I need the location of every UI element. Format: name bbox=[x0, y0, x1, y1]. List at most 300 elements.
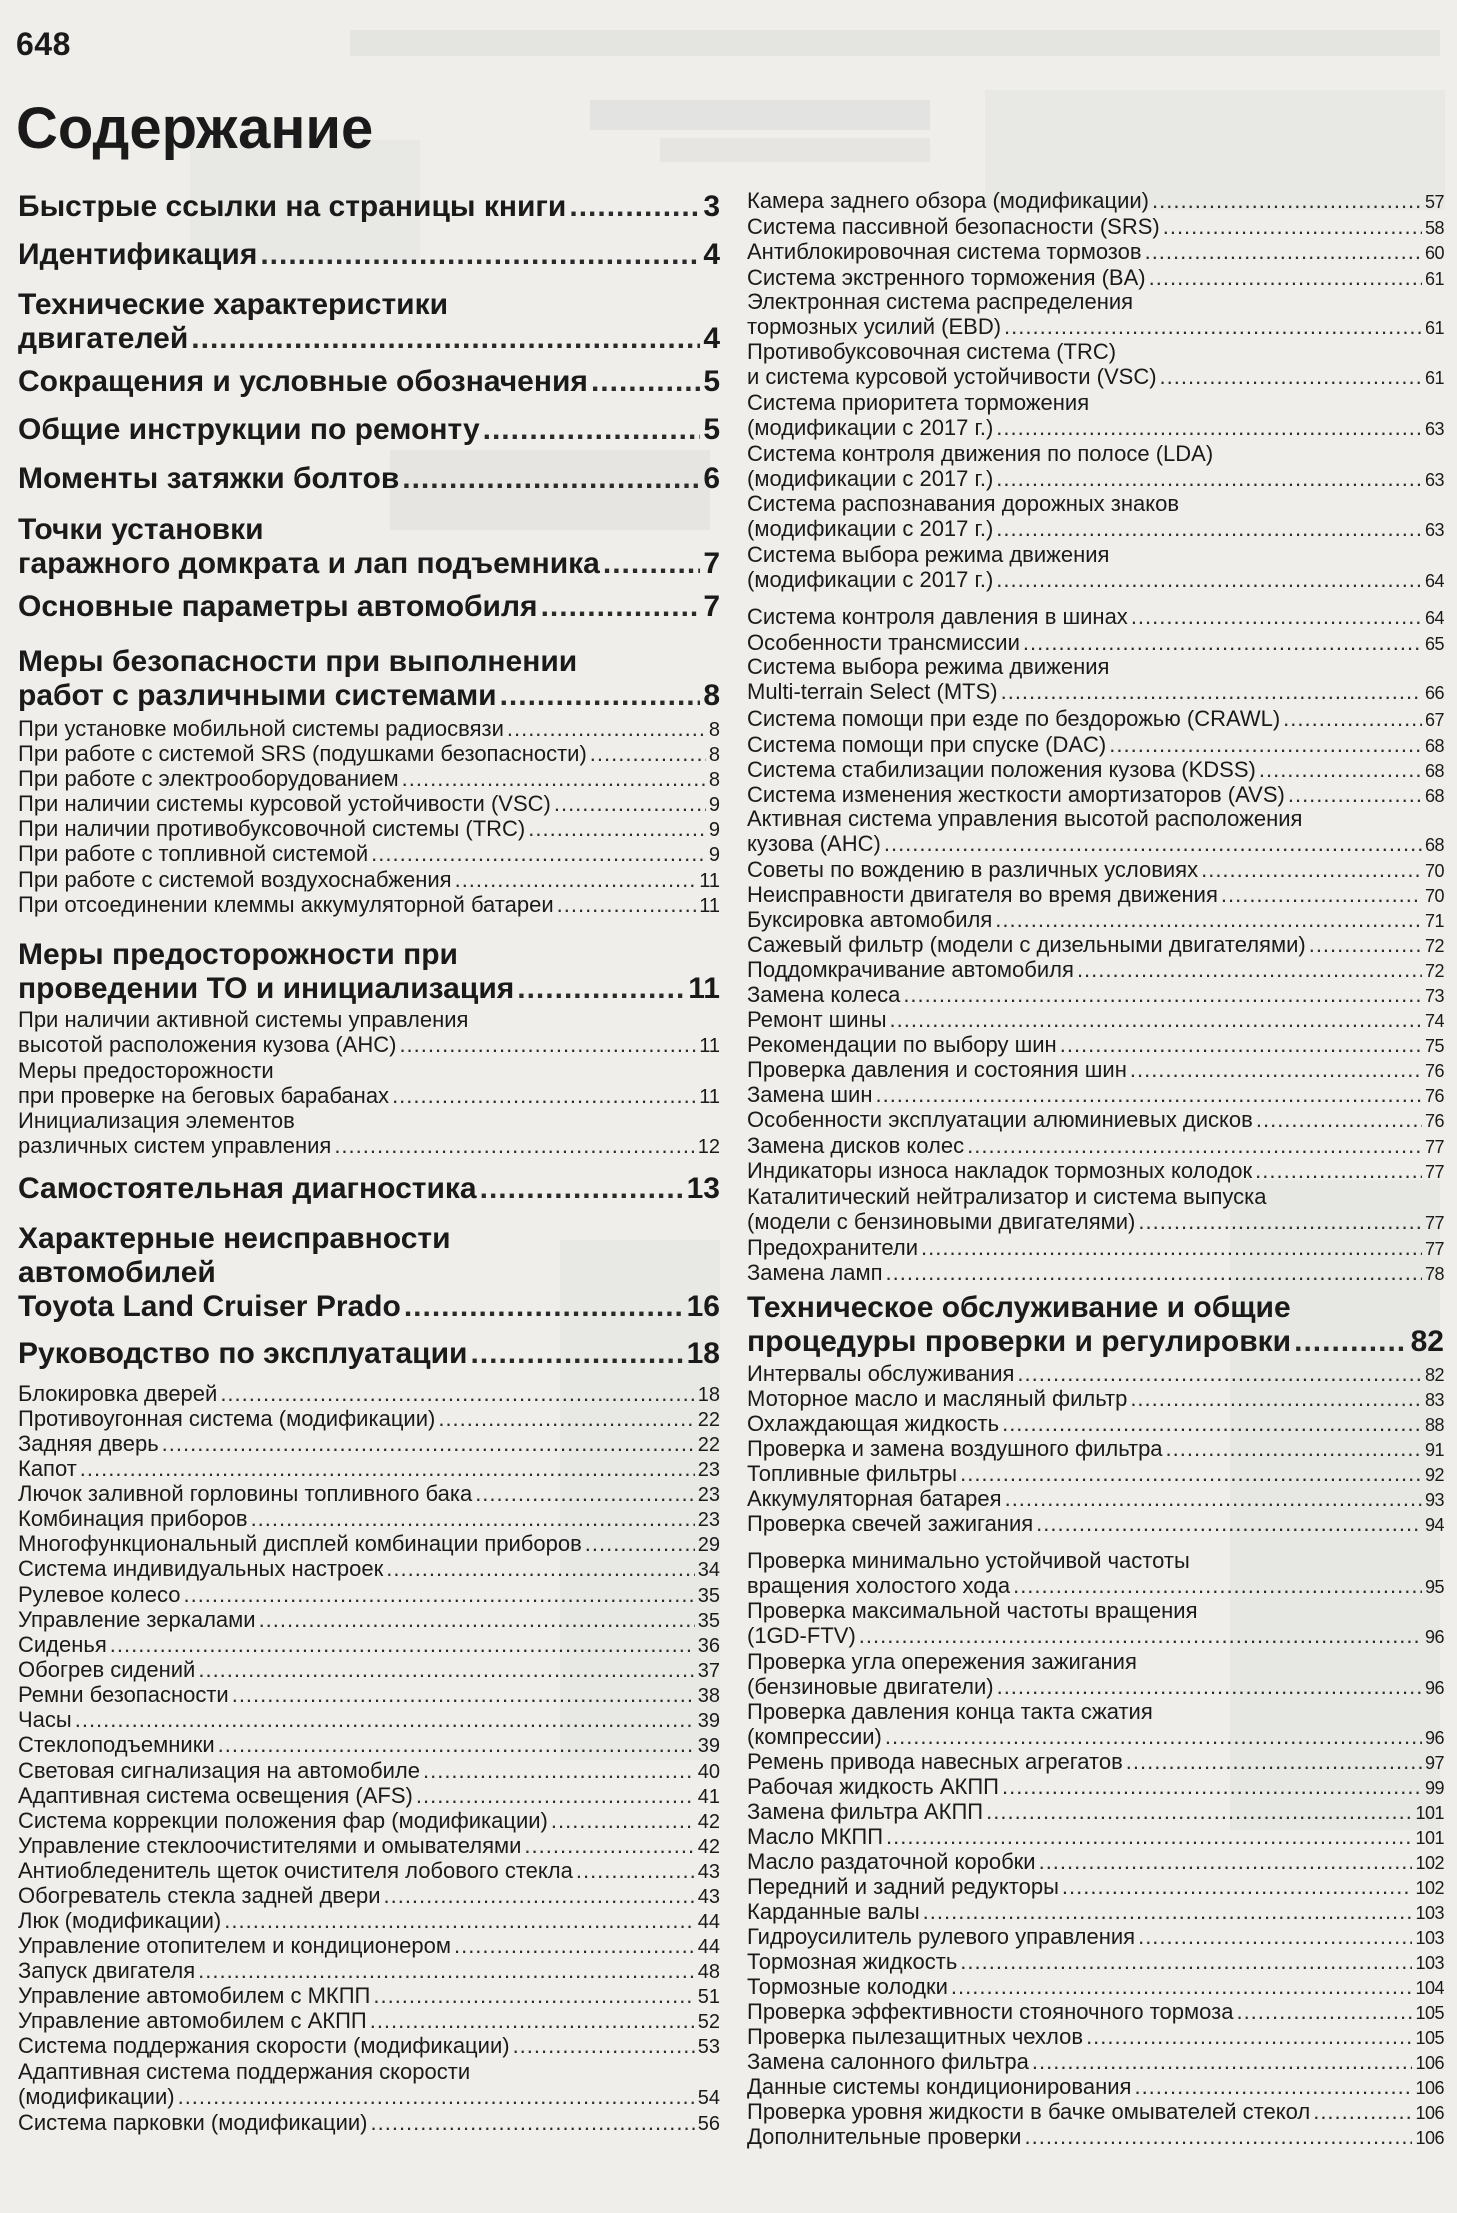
dot-leader bbox=[576, 1858, 695, 1883]
toc-entry-title: Рекомендации по выбору шин bbox=[747, 1032, 1057, 1057]
toc-section bbox=[18, 1222, 720, 1324]
dot-leader bbox=[996, 466, 1422, 491]
dot-leader bbox=[1145, 239, 1422, 264]
dot-leader bbox=[1201, 857, 1422, 882]
toc-entry-title: Система экстренного торможения (BA) bbox=[747, 265, 1146, 290]
toc-entry-title: Карданные валы bbox=[747, 1899, 920, 1924]
toc-page-number: 68 bbox=[1424, 786, 1444, 806]
toc-entry-title-line: Система выбора режима движения bbox=[747, 654, 1110, 679]
toc-entry bbox=[18, 1431, 720, 1458]
toc-entry-title-line: Система контроля движения по полосе (LDA) bbox=[747, 441, 1214, 466]
dot-leader bbox=[1077, 957, 1422, 982]
toc-entry-title: Multi-terrain Select (MTS) bbox=[747, 679, 998, 705]
toc-entry bbox=[747, 882, 1444, 909]
toc-page-number: 97 bbox=[1424, 1753, 1444, 1773]
toc-entry-title-line: Адаптивная система поддержания скорости bbox=[18, 2059, 471, 2084]
dot-leader bbox=[1255, 1158, 1422, 1183]
dot-leader bbox=[399, 1032, 696, 1057]
toc-page-number: 8 bbox=[708, 744, 720, 766]
dot-leader bbox=[960, 1949, 1412, 1974]
toc-entry-title: (модификации с 2017 г.) bbox=[747, 466, 994, 492]
toc-entry-title: Индикаторы износа накладок тормозных колодок bbox=[747, 1158, 1253, 1183]
dot-leader bbox=[260, 238, 700, 272]
toc-entry-title-line: Технические характеристики bbox=[18, 288, 449, 321]
toc-section bbox=[18, 462, 720, 496]
toc-entry-title: Сокращения и условные обозначения bbox=[18, 365, 588, 398]
toc-entry-title: Антиобледенитель щеток очистителя лобового стекла bbox=[18, 1858, 573, 1883]
toc-entry bbox=[18, 1883, 720, 1910]
dot-leader bbox=[1013, 1573, 1422, 1598]
dot-leader bbox=[1283, 706, 1422, 731]
toc-entry-title: Неисправности двигателя во время движения bbox=[747, 882, 1218, 907]
dot-leader bbox=[1023, 630, 1422, 655]
dot-leader bbox=[183, 1582, 694, 1607]
toc-entry-title: Проверка свечей зажигания bbox=[747, 1511, 1034, 1536]
toc-entry-title: высотой расположения кузова (AHC) bbox=[18, 1032, 397, 1057]
toc-entry bbox=[747, 188, 1444, 215]
toc-entry-title: Ремни безопасности bbox=[18, 1682, 229, 1707]
toc-page-number: 23 bbox=[697, 1509, 720, 1531]
toc-entry-title-line: Характерные неисправности bbox=[18, 1222, 451, 1255]
toc-entry-title: Проверка эффективности стояночного тормоза bbox=[747, 1999, 1234, 2024]
toc-entry-title: Управление автомобилем с АКПП bbox=[18, 2008, 367, 2033]
toc-entry-title: Блокировка дверей bbox=[18, 1381, 218, 1406]
toc-page-number: 106 bbox=[1415, 2078, 1444, 2098]
dot-leader bbox=[890, 1007, 1422, 1032]
toc-page-number: 61 bbox=[1424, 269, 1444, 289]
dot-leader bbox=[1060, 1032, 1422, 1057]
toc-entry-title: Система помощи при спуске (DAC) bbox=[747, 732, 1107, 757]
toc-entry bbox=[747, 732, 1444, 759]
toc-entry-title: Топливные фильтры bbox=[747, 1461, 958, 1486]
toc-entry-title-line: Проверка угла опережения зажигания bbox=[747, 1649, 1137, 1674]
toc-entry-title: При отсоединении клеммы аккумуляторной батареи bbox=[18, 892, 554, 917]
dot-leader bbox=[1313, 2099, 1412, 2124]
dot-leader bbox=[416, 1783, 695, 1808]
dot-leader bbox=[1130, 1057, 1422, 1082]
toc-entry-title-line: Проверка максимальной частоты вращения bbox=[747, 1598, 1198, 1623]
toc-entry-title: Проверка уровня жидкости в бачке омывателей стекол bbox=[747, 2099, 1311, 2124]
toc-page-number: 18 bbox=[686, 1337, 720, 1370]
toc-entry bbox=[18, 1808, 720, 1835]
toc-entry-title: Масло раздаточной коробки bbox=[747, 1849, 1036, 1874]
dot-leader bbox=[569, 190, 700, 224]
dot-leader bbox=[402, 462, 700, 496]
toc-entry-title: При работе с системой SRS (подушками безопасности) bbox=[18, 741, 587, 766]
toc-entry-title: Самостоятельная диагностика bbox=[18, 1172, 477, 1205]
dot-leader bbox=[995, 907, 1422, 932]
toc-entry-title: (бензиновые двигатели) bbox=[747, 1674, 994, 1700]
toc-entry-title: Световая сигнализация на автомобиле bbox=[18, 1758, 420, 1783]
toc-entry-title: Антиблокировочная система тормозов bbox=[747, 239, 1142, 264]
dot-leader bbox=[483, 413, 701, 447]
toc-entry-title: Обогрев сидений bbox=[18, 1657, 196, 1682]
toc-entry-title: (модификации) bbox=[18, 2084, 175, 2109]
dot-leader bbox=[438, 1406, 694, 1431]
toc-entry-title: Рулевое колесо bbox=[18, 1582, 181, 1607]
dot-leader bbox=[110, 1632, 695, 1657]
toc-entry-title: Система пассивной безопасности (SRS) bbox=[747, 214, 1160, 239]
dot-leader bbox=[591, 365, 700, 399]
toc-page-number: 43 bbox=[697, 1861, 720, 1883]
dot-leader bbox=[1152, 188, 1422, 213]
dot-leader bbox=[1288, 782, 1422, 807]
toc-entry bbox=[18, 741, 720, 768]
toc-page-number: 96 bbox=[1424, 1728, 1444, 1749]
toc-page-number: 102 bbox=[1415, 1878, 1444, 1898]
dot-leader bbox=[986, 1799, 1412, 1824]
toc-entry-title: Запуск двигателя bbox=[18, 1958, 196, 1983]
toc-entry bbox=[18, 1506, 720, 1533]
toc-page-number: 40 bbox=[697, 1761, 720, 1783]
toc-entry-title: Основные параметры автомобиля bbox=[18, 590, 538, 623]
toc-entry bbox=[18, 1007, 720, 1059]
toc-page-number: 36 bbox=[697, 1635, 720, 1657]
toc-page-number: 75 bbox=[1424, 1036, 1444, 1056]
toc-entry-title: (1GD-FTV) bbox=[747, 1623, 856, 1649]
dot-leader bbox=[859, 1623, 1422, 1648]
toc-entry-title: При наличии противобуксовочной системы (TRC) bbox=[18, 816, 526, 841]
toc-page-number: 99 bbox=[1424, 1778, 1444, 1798]
toc-page-number: 72 bbox=[1424, 961, 1444, 981]
toc-entry-title: Комбинация приборов bbox=[18, 1506, 248, 1531]
toc-entry-title: Система изменения жесткости амортизаторов (AVS) bbox=[747, 782, 1285, 807]
toc-entry-title: проведении ТО и инициализация bbox=[18, 972, 515, 1005]
toc-page-number: 5 bbox=[703, 365, 720, 398]
toc-entry bbox=[747, 957, 1444, 984]
toc-entry bbox=[747, 1411, 1444, 1438]
toc-entry-title: Ремень привода навесных агрегатов bbox=[747, 1749, 1123, 1774]
toc-page-number: 96 bbox=[1424, 1627, 1444, 1648]
toc-section bbox=[18, 645, 720, 713]
toc-entry bbox=[18, 1481, 720, 1508]
toc-page-number: 8 bbox=[708, 719, 720, 741]
page-title: Содержание bbox=[16, 96, 374, 161]
dot-leader bbox=[541, 590, 701, 624]
toc-page-number: 5 bbox=[703, 413, 720, 446]
toc-entry bbox=[747, 1436, 1444, 1463]
toc-entry-title: Система поддержания скорости (модификации) bbox=[18, 2033, 510, 2058]
toc-entry-title: Лючок заливной горловины топливного бака bbox=[18, 1481, 473, 1506]
toc-entry-title: При наличии системы курсовой устойчивости (VSC) bbox=[18, 791, 551, 816]
toc-entry-title: При работе с электрооборудованием bbox=[18, 766, 399, 791]
toc-entry-title: Поддомкрачивание автомобиля bbox=[747, 957, 1074, 982]
toc-entry bbox=[747, 1824, 1444, 1851]
toc-entry bbox=[747, 654, 1444, 707]
toc-entry bbox=[747, 1799, 1444, 1826]
toc-entry-title: при проверке на беговых барабанах bbox=[18, 1083, 390, 1108]
toc-entry bbox=[18, 1758, 720, 1785]
dot-leader bbox=[1032, 2049, 1413, 2074]
toc-entry-title: При установке мобильной системы радиосвязи bbox=[18, 716, 504, 741]
toc-entry-title: Замена дисков колес bbox=[747, 1133, 965, 1158]
toc-page-number: 76 bbox=[1424, 1061, 1444, 1081]
toc-page-number: 63 bbox=[1424, 470, 1444, 491]
toc-entry-title: Сажевый фильтр (модели с дизельными двигателями) bbox=[747, 932, 1306, 957]
toc-entry-title: Интервалы обслуживания bbox=[747, 1361, 1015, 1386]
toc-entry-title: кузова (AHC) bbox=[747, 831, 881, 857]
toc-entry-title: Масло МКПП bbox=[747, 1824, 884, 1849]
toc-entry-title: (модели с бензиновыми двигателями) bbox=[747, 1209, 1136, 1235]
toc-entry-title: Система коррекции положения фар (модификации) bbox=[18, 1808, 548, 1833]
toc-entry-title-line: Система выбора режима движения bbox=[747, 542, 1110, 567]
toc-page-number: 106 bbox=[1415, 2053, 1444, 2073]
toc-entry-title: Управление стеклоочистителями и омывателями bbox=[18, 1833, 522, 1858]
toc-entry-title: Управление автомобилем с МКПП bbox=[18, 1983, 371, 2008]
toc-page-number: 13 bbox=[686, 1172, 720, 1205]
toc-page-number: 44 bbox=[697, 1936, 720, 1958]
toc-entry bbox=[747, 1548, 1444, 1601]
toc-entry-title-line: Противобуксовочная система (TRC) bbox=[747, 339, 1117, 364]
toc-entry bbox=[18, 1456, 720, 1483]
dot-leader bbox=[996, 567, 1422, 592]
toc-page-number: 64 bbox=[1424, 571, 1444, 592]
toc-entry bbox=[747, 806, 1444, 859]
dot-leader bbox=[259, 1607, 695, 1632]
dot-leader bbox=[178, 2084, 695, 2109]
toc-entry bbox=[747, 2049, 1444, 2076]
dot-leader bbox=[80, 1456, 695, 1481]
toc-entry bbox=[18, 1406, 720, 1433]
dot-leader bbox=[371, 2110, 695, 2135]
toc-entry bbox=[18, 1682, 720, 1709]
toc-entry-title-line: При наличии активной системы управления bbox=[18, 1007, 469, 1032]
dot-leader bbox=[886, 1824, 1412, 1849]
toc-page-number: 52 bbox=[697, 2011, 720, 2033]
toc-page-number: 6 bbox=[703, 462, 720, 495]
toc-entry-title: тормозных усилий (EBD) bbox=[747, 314, 1002, 340]
toc-entry bbox=[18, 2033, 720, 2060]
dot-leader bbox=[507, 716, 706, 741]
toc-entry-title: работ с различными системами bbox=[18, 679, 497, 712]
toc-entry bbox=[747, 706, 1444, 733]
toc-entry bbox=[747, 289, 1444, 342]
dot-leader bbox=[1130, 1386, 1422, 1411]
toc-entry bbox=[18, 2110, 720, 2137]
toc-section bbox=[18, 1172, 720, 1206]
toc-entry-title-line: Система распознавания дорожных знаков bbox=[747, 491, 1180, 516]
toc-entry-title: Проверка давления и состояния шин bbox=[747, 1057, 1127, 1082]
dot-leader bbox=[371, 841, 706, 866]
toc-entry-title: Система контроля давления в шинах bbox=[747, 604, 1128, 629]
dot-leader bbox=[1160, 364, 1422, 389]
toc-entry bbox=[747, 1184, 1444, 1237]
toc-page-number: 68 bbox=[1424, 761, 1444, 781]
toc-section bbox=[18, 938, 720, 1006]
toc-entry-title: Замена шин bbox=[747, 1082, 873, 1107]
toc-entry-title: Замена колеса bbox=[747, 982, 901, 1007]
toc-page-number: 9 bbox=[708, 844, 720, 866]
toc-entry bbox=[747, 1032, 1444, 1059]
toc-entry-title-line: Каталитический нейтрализатор и система выпуска bbox=[747, 1184, 1267, 1209]
toc-page-number: 106 bbox=[1415, 2128, 1444, 2148]
page-number: 648 bbox=[16, 26, 71, 62]
toc-page-number: 58 bbox=[1424, 218, 1444, 238]
toc-entry bbox=[747, 982, 1444, 1009]
toc-entry-title: Моменты затяжки болтов bbox=[18, 462, 400, 495]
toc-entry bbox=[747, 1007, 1444, 1034]
toc-page-number: 38 bbox=[697, 1685, 720, 1707]
toc-entry bbox=[18, 1958, 720, 1985]
dot-leader bbox=[1259, 757, 1422, 782]
dot-leader bbox=[1163, 214, 1422, 239]
toc-entry-title-line: Меры предосторожности bbox=[18, 1058, 274, 1083]
toc-entry bbox=[747, 1749, 1444, 1776]
toc-entry-title: Предохранители bbox=[747, 1235, 918, 1260]
toc-entry bbox=[18, 867, 720, 894]
dot-leader bbox=[886, 1260, 1422, 1285]
toc-page-number: 66 bbox=[1424, 683, 1444, 704]
dot-leader bbox=[162, 1431, 695, 1456]
toc-page-number: 77 bbox=[1424, 1162, 1444, 1182]
toc-page-number: 65 bbox=[1424, 634, 1444, 654]
toc-page-number: 22 bbox=[697, 1409, 720, 1431]
toc-page-number: 68 bbox=[1424, 835, 1444, 856]
dot-leader bbox=[875, 1082, 1422, 1107]
toc-entry bbox=[747, 542, 1444, 595]
toc-entry bbox=[747, 907, 1444, 934]
toc-entry-title-line: Техническое обслуживание и общие bbox=[747, 1291, 1291, 1324]
toc-page-number: 39 bbox=[697, 1710, 720, 1732]
toc-entry bbox=[18, 716, 720, 743]
toc-entry-title: Система помощи при езде по бездорожью (CRAWL) bbox=[747, 706, 1281, 731]
toc-entry-title: (модификации с 2017 г.) bbox=[747, 415, 994, 441]
toc-entry bbox=[18, 1707, 720, 1734]
toc-page-number: 91 bbox=[1424, 1440, 1444, 1460]
dot-leader bbox=[404, 1290, 684, 1324]
toc-entry bbox=[747, 1999, 1444, 2026]
toc-page-number: 77 bbox=[1424, 1239, 1444, 1259]
toc-section bbox=[18, 513, 720, 581]
dot-leader bbox=[1131, 604, 1422, 629]
toc-entry-title: Замена салонного фильтра bbox=[747, 2049, 1029, 2074]
toc-entry bbox=[18, 1732, 720, 1759]
dot-leader bbox=[960, 1461, 1422, 1486]
toc-entry bbox=[18, 1607, 720, 1634]
toc-entry-title: Стеклоподъемники bbox=[18, 1732, 215, 1757]
toc-entry bbox=[747, 1649, 1444, 1702]
dot-leader bbox=[1002, 1411, 1422, 1436]
dot-leader bbox=[1309, 932, 1422, 957]
toc-entry-title: Задняя дверь bbox=[18, 1431, 159, 1456]
dot-leader bbox=[1086, 2024, 1412, 2049]
toc-entry-title: Проверка и замена воздушного фильтра bbox=[747, 1436, 1163, 1461]
toc-entry-title: Моторное масло и масляный фильтр bbox=[747, 1386, 1128, 1411]
toc-section bbox=[18, 590, 720, 624]
toc-entry-title: Особенности эксплуатации алюминиевых дисков bbox=[747, 1107, 1253, 1132]
toc-entry-title: двигателей bbox=[18, 322, 189, 355]
toc-entry-title: (модификации с 2017 г.) bbox=[747, 516, 994, 542]
toc-page-number: 105 bbox=[1415, 2028, 1444, 2048]
dot-leader bbox=[884, 831, 1422, 856]
toc-entry-title-line: Активная система управления высотой расположения bbox=[747, 806, 1303, 831]
dot-leader bbox=[951, 1974, 1413, 1999]
toc-entry bbox=[18, 1582, 720, 1609]
dot-leader bbox=[251, 1506, 695, 1531]
toc-section bbox=[18, 190, 720, 224]
toc-page-number: 8 bbox=[708, 769, 720, 791]
dot-leader bbox=[1294, 1325, 1408, 1359]
toc-entry bbox=[747, 1235, 1444, 1262]
toc-entry-title: Особенности трансмиссии bbox=[747, 630, 1020, 655]
toc-page-number: 67 bbox=[1424, 710, 1444, 730]
toc-entry bbox=[747, 1133, 1444, 1160]
toc-page-number: 11 bbox=[688, 972, 720, 1005]
toc-page-number: 44 bbox=[697, 1911, 720, 1933]
toc-page-number: 39 bbox=[697, 1735, 720, 1757]
toc-page-number: 53 bbox=[697, 2036, 720, 2058]
dot-leader bbox=[191, 322, 700, 356]
dot-leader bbox=[1001, 679, 1422, 704]
dot-leader bbox=[383, 1883, 694, 1908]
toc-page-number: 104 bbox=[1415, 1978, 1444, 1998]
dot-leader bbox=[1138, 1209, 1422, 1234]
toc-entry-title: Охлаждающая жидкость bbox=[747, 1411, 1000, 1436]
toc-entry-title: При работе с топливной системой bbox=[18, 841, 369, 866]
dot-leader bbox=[524, 1833, 694, 1858]
toc-entry bbox=[18, 1833, 720, 1860]
toc-page-number: 7 bbox=[703, 590, 720, 623]
toc-page-number: 96 bbox=[1424, 1678, 1444, 1699]
toc-page-number: 29 bbox=[697, 1534, 720, 1556]
toc-entry-title: Тормозные колодки bbox=[747, 1974, 948, 1999]
toc-entry-title: Система парковки (модификации) bbox=[18, 2110, 368, 2135]
dot-leader bbox=[513, 2033, 695, 2058]
toc-entry bbox=[747, 1461, 1444, 1488]
toc-page-number: 82 bbox=[1424, 1365, 1444, 1385]
toc-entry-title: Советы по вождению в различных условиях bbox=[747, 857, 1199, 882]
dot-leader bbox=[392, 1083, 696, 1108]
toc-entry-title: вращения холостого хода bbox=[747, 1573, 1011, 1599]
dot-leader bbox=[967, 1133, 1422, 1158]
toc-entry-title: Тормозная жидкость bbox=[747, 1949, 958, 1974]
toc-entry-title-line: Система приоритета торможения bbox=[747, 390, 1090, 415]
toc-page-number: 88 bbox=[1424, 1415, 1444, 1435]
dot-leader bbox=[1109, 732, 1422, 757]
toc-page-number: 51 bbox=[697, 1986, 720, 2008]
dot-leader bbox=[996, 415, 1422, 440]
toc-entry bbox=[747, 857, 1444, 884]
dot-leader bbox=[1002, 1774, 1422, 1799]
dot-leader bbox=[1166, 1436, 1422, 1461]
toc-entry-title: Данные системы кондиционирования bbox=[747, 2074, 1132, 2099]
toc-entry bbox=[18, 892, 720, 919]
toc-page-number: 11 bbox=[699, 1035, 720, 1057]
toc-entry bbox=[18, 1783, 720, 1810]
toc-page-number: 76 bbox=[1424, 1111, 1444, 1131]
toc-entry bbox=[18, 1108, 720, 1160]
toc-entry bbox=[18, 791, 720, 818]
dot-leader bbox=[585, 1531, 695, 1556]
toc-entry-title: Идентификация bbox=[18, 238, 258, 271]
dot-leader bbox=[1024, 2124, 1412, 2149]
toc-entry-title: Противоугонная система (модификации) bbox=[18, 1406, 436, 1431]
toc-page-number: 76 bbox=[1424, 1086, 1444, 1106]
toc-entry-title-line: Меры предосторожности при bbox=[18, 938, 458, 971]
toc-entry bbox=[18, 1657, 720, 1684]
toc-entry-title: Проверка пылезащитных чехлов bbox=[747, 2024, 1084, 2049]
toc-entry bbox=[18, 841, 720, 868]
toc-section bbox=[747, 1291, 1444, 1359]
dot-leader bbox=[551, 1808, 695, 1833]
dot-leader bbox=[373, 1983, 694, 2008]
dot-leader bbox=[1221, 882, 1422, 907]
toc-page-number: 42 bbox=[697, 1836, 720, 1858]
toc-entry bbox=[747, 1361, 1444, 1388]
dot-leader bbox=[528, 816, 706, 841]
toc-entry-title: Замена ламп bbox=[747, 1260, 883, 1285]
dot-leader bbox=[402, 766, 706, 791]
